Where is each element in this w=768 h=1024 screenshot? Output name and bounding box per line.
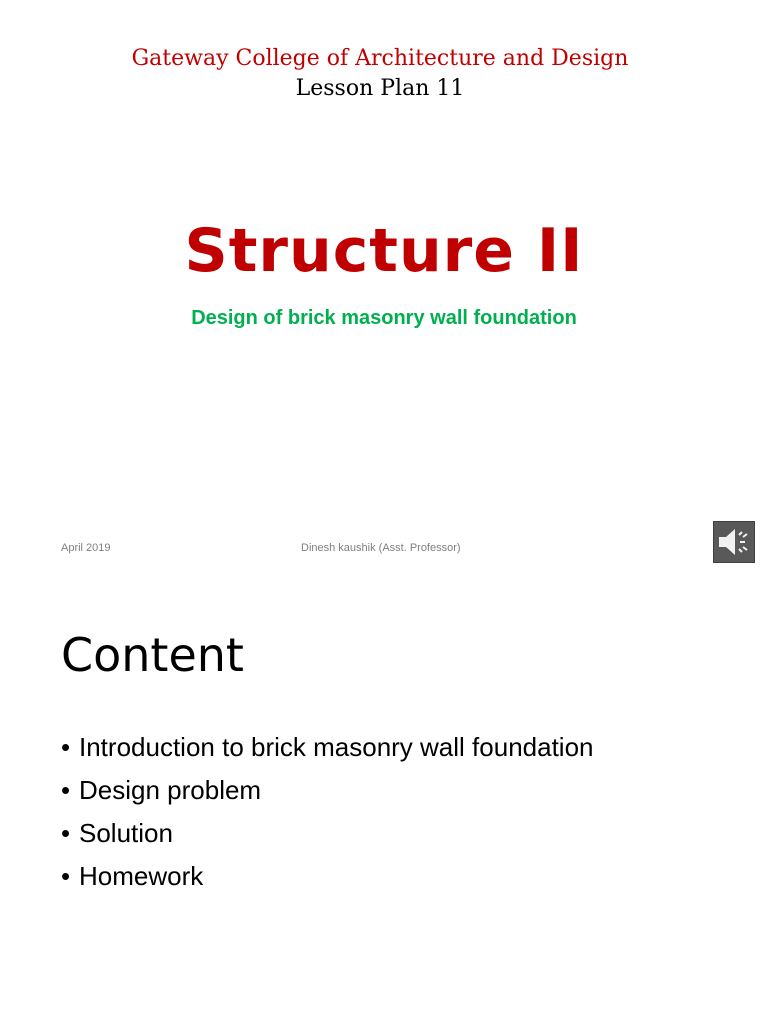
college-name: Gateway College of Architecture and Design bbox=[131, 46, 629, 71]
list-item-text: Introduction to brick masonry wall foundation bbox=[79, 732, 594, 762]
bullet-icon: • bbox=[61, 861, 71, 891]
list-item bbox=[61, 859, 594, 902]
lesson-plan-label: Lesson Plan 11 bbox=[295, 76, 465, 101]
slide-title: Structure II bbox=[184, 216, 584, 286]
list-item-text: Design problem bbox=[79, 775, 262, 805]
bullet-icon: • bbox=[61, 818, 71, 848]
list-item bbox=[61, 816, 594, 859]
speaker-icon bbox=[714, 522, 754, 562]
content-slide bbox=[0, 576, 768, 1024]
bullet-icon: • bbox=[61, 732, 71, 762]
list-item-text: Homework bbox=[79, 861, 204, 891]
audio-playback-button[interactable] bbox=[713, 521, 755, 563]
list-item bbox=[61, 730, 594, 773]
footer-author: Dinesh kaushik (Asst. Professor) bbox=[301, 542, 461, 554]
list-item bbox=[61, 773, 594, 816]
content-list bbox=[61, 730, 594, 902]
bullet-icon: • bbox=[61, 775, 71, 805]
footer-date: April 2019 bbox=[61, 542, 111, 554]
slide-subtitle: Design of brick masonry wall foundation bbox=[191, 307, 577, 329]
list-item-text: Solution bbox=[79, 818, 173, 848]
content-heading: Content bbox=[61, 628, 244, 682]
